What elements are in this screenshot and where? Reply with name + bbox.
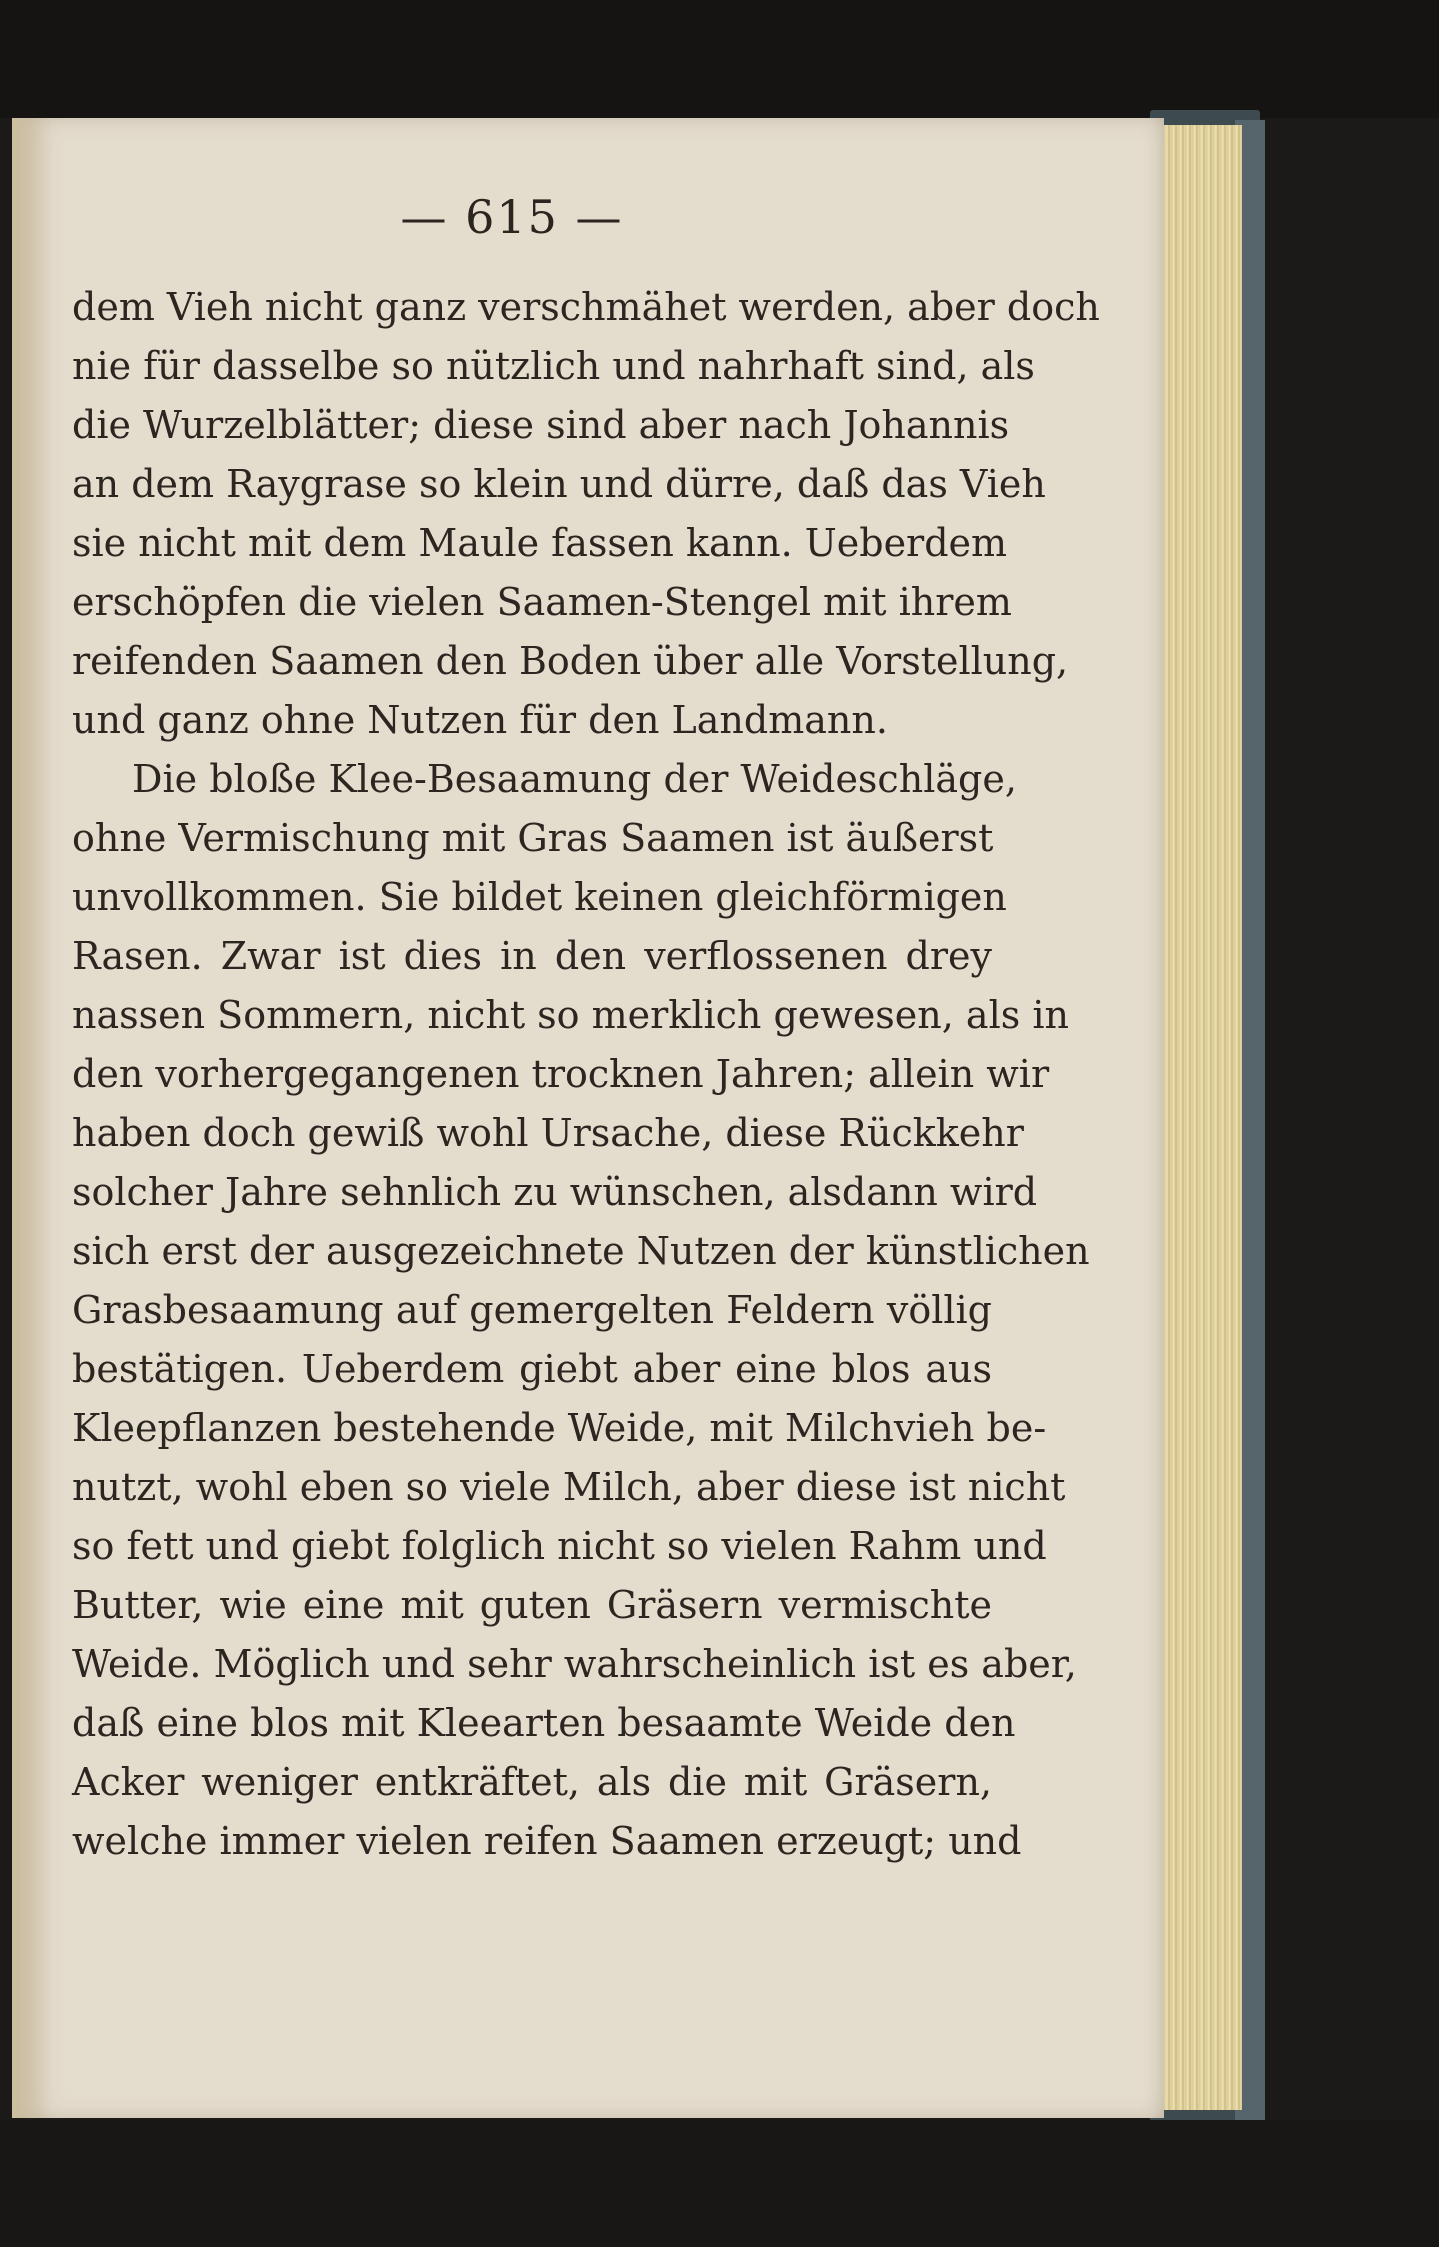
background-bottom (0, 2120, 1439, 2247)
text-line: nie für dasselbe so nützlich und nahrhaft sind, als (72, 344, 1035, 388)
text-line: sie nicht mit dem Maule fassen kann. Ueberdem (72, 521, 1008, 565)
text-line: die Wurzelblätter; diese sind aber nach Johannis (72, 403, 1010, 447)
text-line: dem Vieh nicht ganz verschmähet werden, aber doch (72, 285, 1100, 329)
text-line: daß eine blos mit Kleearten besaamte Weide den (72, 1701, 1016, 1745)
text-line: so fett und giebt folglich nicht so vielen Rahm und (72, 1524, 1047, 1568)
text-line: sich erst der ausgezeichnete Nutzen der künstlichen (72, 1229, 1090, 1273)
text-line: Kleepflanzen bestehende Weide, mit Milchvieh be- (72, 1406, 1047, 1450)
page-gutter-shadow (12, 118, 52, 2118)
background-top (0, 0, 1439, 118)
text-line: Grasbesaamung auf gemergelten Feldern völlig (72, 1288, 992, 1332)
text-line: Butter, wie eine mit guten Gräsern vermischte (72, 1583, 992, 1627)
text-line: Weide. Möglich und sehr wahrscheinlich ist es aber, (72, 1642, 1077, 1686)
text-line: bestätigen. Ueberdem giebt aber eine blos aus (72, 1347, 992, 1391)
text-line: unvollkommen. Sie bildet keinen gleichförmigen (72, 875, 1007, 919)
text-line: welche immer vielen reifen Saamen erzeugt; und (72, 1819, 1022, 1863)
text-line: nassen Sommern, nicht so merklich gewesen, als in (72, 993, 1069, 1037)
text-line: an dem Raygrase so klein und dürre, daß das Vieh (72, 462, 1046, 506)
text-line: Acker weniger entkräftet, als die mit Gräsern, (72, 1760, 992, 1804)
body-text (72, 278, 1100, 1871)
text-line: Rasen. Zwar ist dies in den verflossenen drey (72, 934, 992, 978)
book-page (12, 118, 1164, 2118)
page-number: — 615 — (400, 190, 624, 244)
text-line: solcher Jahre sehnlich zu wünschen, alsdann wird (72, 1170, 1038, 1214)
text-line: den vorhergegangenen trocknen Jahren; allein wir (72, 1052, 1050, 1096)
text-line: nutzt, wohl eben so viele Milch, aber diese ist nicht (72, 1465, 1066, 1509)
text-line: ohne Vermischung mit Gras Saamen ist äußerst (72, 816, 994, 860)
text-line: Die bloße Klee-Besaamung der Weideschläge, (132, 757, 1017, 801)
text-line: reifenden Saamen den Boden über alle Vorstellung, (72, 639, 1069, 683)
text-line: haben doch gewiß wohl Ursache, diese Rückkehr (72, 1111, 1024, 1155)
text-line: erschöpfen die vielen Saamen-Stengel mit ihrem (72, 580, 1012, 624)
text-line: und ganz ohne Nutzen für den Landmann. (72, 698, 888, 742)
